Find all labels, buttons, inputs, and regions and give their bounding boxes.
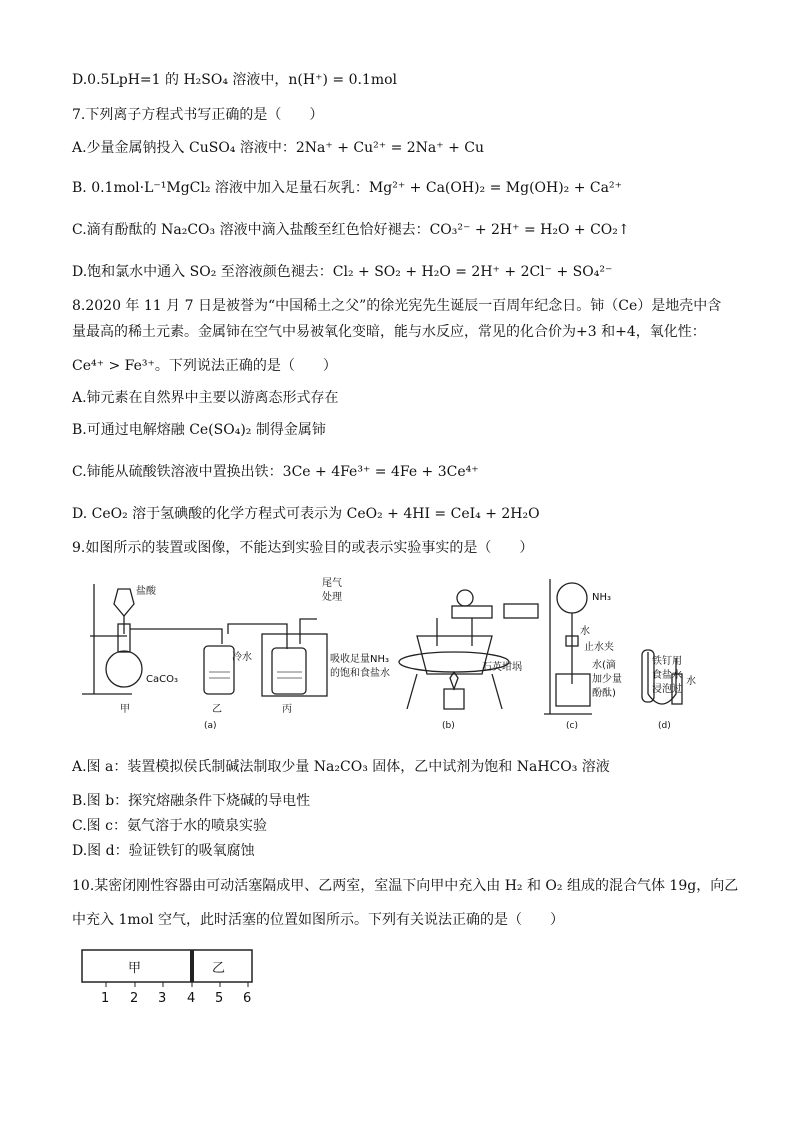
label-hcl: 盐酸 bbox=[136, 586, 156, 597]
quartz-crucible bbox=[417, 636, 492, 674]
label-exhaust-2: 处理 bbox=[322, 592, 342, 603]
caption-a: (a) bbox=[204, 721, 217, 731]
q7-stem: 7.下列离子方程式书写正确的是（ ） bbox=[72, 107, 324, 123]
q7-option-c: C.滴有酚酞的 Na₂CO₃ 溶液中滴入盐酸至红色恰好褪去：CO₃²⁻ + 2H⁺ = H₂O + CO₂↑ bbox=[72, 222, 630, 238]
caption-d: (d) bbox=[658, 721, 671, 731]
bulb bbox=[457, 590, 473, 606]
tripod-leg-1 bbox=[407, 674, 417, 709]
q7-option-a: A.少量金属钠投入 CuSO₄ 溶液中：2Na⁺ + Cu²⁺ = 2Na⁺ + Cu bbox=[72, 140, 485, 156]
q8-stem-line1: 8.2020 年 11 月 7 日是被誉为“中国稀土之父”的徐光宪先生诞辰一百周年纪念日。铈（Ce）是地壳中含 bbox=[72, 298, 722, 314]
round-flask-c bbox=[557, 583, 587, 613]
label-water-drop-1: 水(滴 bbox=[592, 660, 616, 671]
label-d-1: 铁钉用 bbox=[652, 656, 682, 667]
q9-option-c: C.图 c：氨气溶于水的喷泉实验 bbox=[72, 818, 267, 834]
tick-6: 6 bbox=[243, 991, 252, 1006]
piston-container-figure bbox=[80, 946, 280, 1016]
battery bbox=[504, 604, 538, 618]
label-d-3: 浸泡过 bbox=[652, 684, 682, 695]
label-water-drop-3: 酚酞) bbox=[592, 688, 616, 699]
label-water-drop-2: 加少量 bbox=[592, 674, 622, 685]
label-d-water: 水 bbox=[686, 676, 696, 687]
piston bbox=[190, 950, 194, 982]
label-jia: 甲 bbox=[120, 704, 130, 715]
label-crucible: 石英坩埚 bbox=[482, 662, 522, 673]
label-cold-water: 冷水 bbox=[232, 652, 252, 663]
label-d-2: 食盐水 bbox=[652, 670, 682, 681]
q8-option-b: B.可通过电解熔融 Ce(SO₄)₂ 制得金属铈 bbox=[72, 422, 326, 438]
tube-a2 bbox=[228, 624, 287, 649]
container-box bbox=[82, 950, 252, 982]
bottle-bing bbox=[272, 648, 306, 694]
tick-1: 1 bbox=[101, 991, 110, 1006]
bottle-yi bbox=[204, 646, 234, 694]
flask-a bbox=[106, 651, 142, 687]
beaker-c bbox=[556, 674, 590, 706]
lamp-base bbox=[452, 606, 492, 618]
label-clamp: 止水夹 bbox=[584, 642, 614, 653]
label-water-c: 水 bbox=[580, 626, 590, 637]
figure-b bbox=[399, 590, 538, 709]
q8-stem-line3: Ce⁴⁺ > Fe³⁺。下列说法正确的是（ ） bbox=[72, 358, 337, 374]
tick-5: 5 bbox=[215, 991, 224, 1006]
label-bing: 丙 bbox=[282, 704, 292, 715]
q7-option-d: D.饱和氯水中通入 SO₂ 至溶液颜色褪去：Cl₂ + SO₂ + H₂O = 2H⁺ + 2Cl⁻ + SO₄²⁻ bbox=[72, 264, 613, 280]
alcohol-lamp bbox=[444, 689, 464, 709]
electrodes bbox=[437, 618, 472, 646]
apparatus-svg bbox=[72, 574, 722, 744]
q6-option-d: D.0.5LpH=1 的 H₂SO₄ 溶液中，n(H⁺) = 0.1mol bbox=[72, 72, 398, 88]
tick-2: 2 bbox=[130, 991, 139, 1006]
label-nh3: NH₃ bbox=[592, 592, 612, 603]
label-chamber-yi: 乙 bbox=[212, 961, 226, 976]
tripod-leg-2 bbox=[492, 674, 502, 709]
q8-option-a: A.铈元素在自然界中主要以游离态形式存在 bbox=[72, 390, 339, 406]
q9-stem: 9.如图所示的装置或图像，不能达到实验目的或表示实验事实的是（ ） bbox=[72, 540, 534, 556]
q8-stem-line2: 量最高的稀土元素。金属铈在空气中易被氧化变暗，能与水反应，常见的化合价为+3 和+4，氧化性： bbox=[72, 324, 706, 340]
apparatus-figure bbox=[72, 574, 722, 744]
q7-option-b: B. 0.1mol·L⁻¹MgCl₂ 溶液中加入足量石灰乳：Mg²⁺ + Ca(OH)₂ = Mg(OH)₂ + Ca²⁺ bbox=[72, 180, 622, 196]
q8-option-d: D. CeO₂ 溶于氢碘酸的化学方程式可表示为 CeO₂ + 4HI = CeI₄ + 2H₂O bbox=[72, 506, 540, 522]
figure-a-liquid bbox=[209, 672, 302, 678]
q9-option-a: A.图 a：装置模拟侯氏制碱法制取少量 Na₂CO₃ 固体，乙中试剂为饱和 NaHCO₃ 溶液 bbox=[72, 759, 610, 775]
tick-3: 3 bbox=[158, 991, 167, 1006]
caption-c: (c) bbox=[566, 721, 578, 731]
q10-stem-line2: 中充入 1mol 空气，此时活塞的位置如图所示。下列有关说法正确的是（ ） bbox=[72, 912, 564, 928]
caption-b: (b) bbox=[442, 721, 455, 731]
label-absorb-1: 吸收足量NH₃ bbox=[330, 654, 390, 665]
tube-a3 bbox=[300, 619, 317, 644]
tick-4: 4 bbox=[187, 991, 196, 1006]
piston-svg bbox=[80, 946, 280, 1016]
tube-a1 bbox=[130, 629, 222, 644]
q9-option-b: B.图 b：探究熔融条件下烧碱的导电性 bbox=[72, 793, 311, 809]
q9-option-d: D.图 d：验证铁钉的吸氧腐蚀 bbox=[72, 843, 255, 859]
separatory-funnel bbox=[114, 589, 134, 616]
label-chamber-jia: 甲 bbox=[128, 961, 142, 976]
q10-stem-line1: 10.某密闭刚性容器由可动活塞隔成甲、乙两室，室温下向甲中充入由 H₂ 和 O₂ 组成的混合气体 19g，向乙 bbox=[72, 878, 739, 894]
label-absorb-2: 的饱和食盐水 bbox=[330, 668, 390, 679]
figure-a bbox=[82, 584, 327, 696]
label-caco3: CaCO₃ bbox=[146, 674, 178, 685]
label-exhaust-1: 尾气 bbox=[322, 578, 342, 589]
label-yi: 乙 bbox=[212, 704, 222, 715]
q8-option-c: C.铈能从硫酸铁溶液中置换出铁：3Ce + 4Fe³⁺ = 4Fe + 3Ce⁴⁺ bbox=[72, 464, 479, 480]
